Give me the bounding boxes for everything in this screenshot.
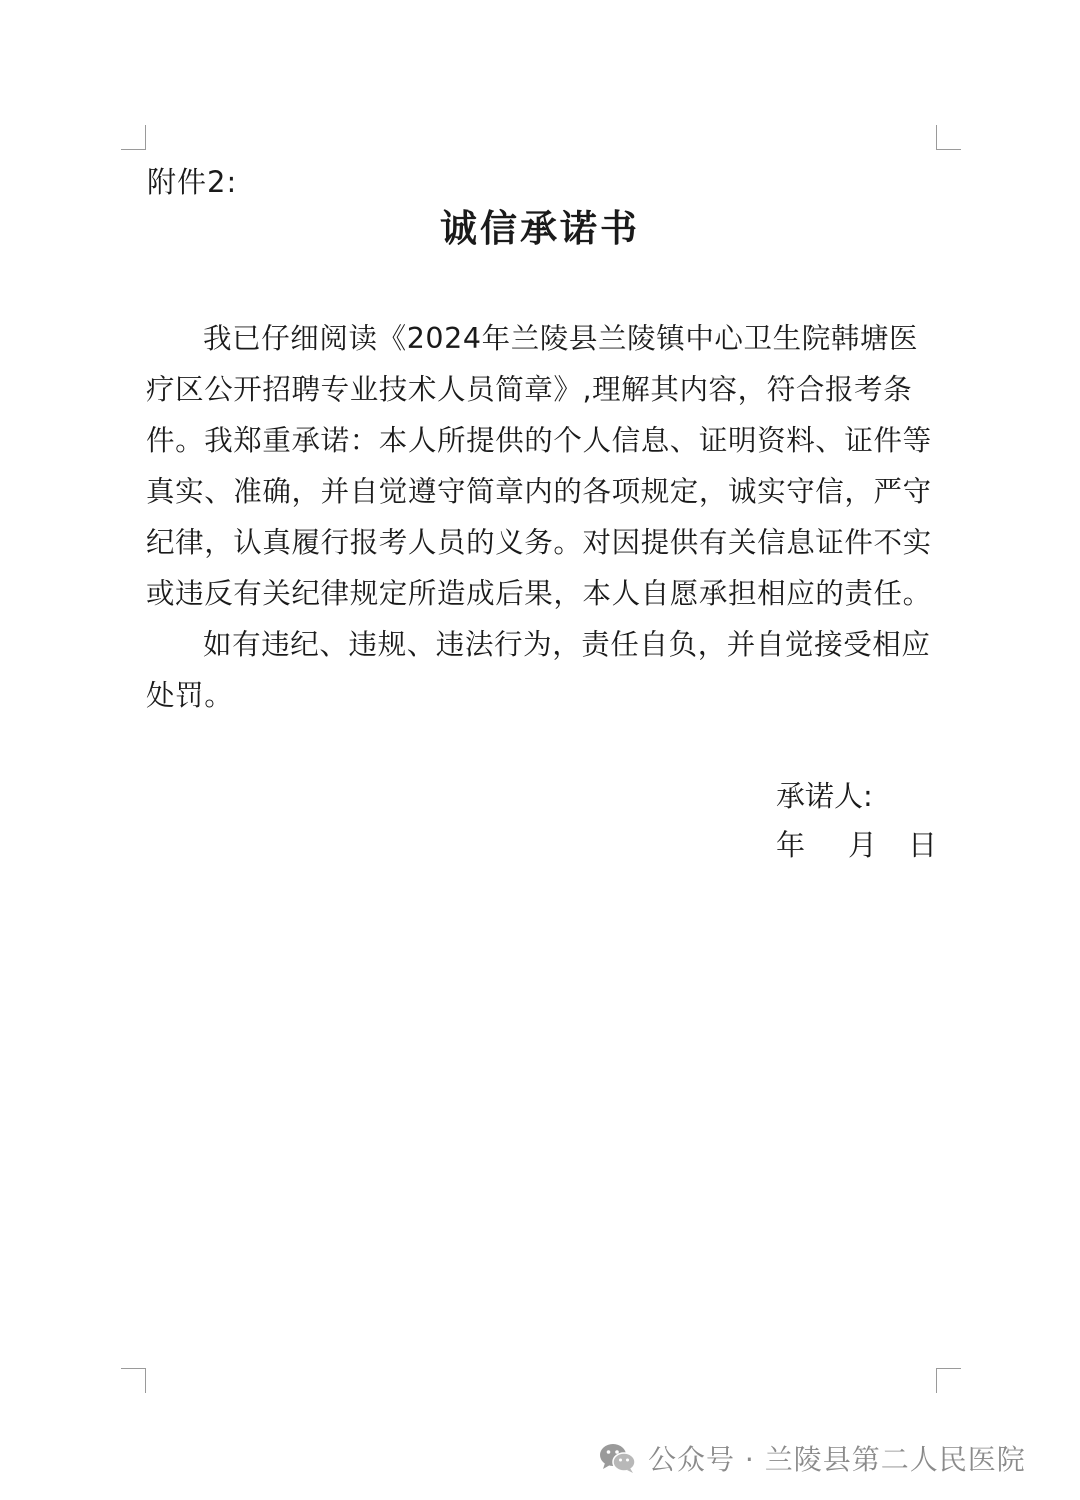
date-year-label: 年 (776, 828, 806, 862)
attachment-label: 附件2: (147, 165, 238, 199)
pledge-paragraph: 如有违纪、违规、违法行为，责任自负，并自觉接受相应处罚。 (146, 628, 931, 712)
document-title: 诚信承诺书 (440, 207, 640, 250)
wechat-watermark (598, 1436, 1026, 1480)
pledge-body (146, 313, 936, 721)
pledge-paragraph: 我已仔细阅读《2024年兰陵县兰陵镇中心卫生院韩塘医疗区公开招聘专业技术人员简章》,理解其内容，符合报考条件。我郑重承诺：本人所提供的个人信息、证明资料、证件等真实、准确，并自觉遵守简章内的各项规定，诚实守信，严守纪律，认真履行报考人员的义务。对因提供有关信息证件不实或违反有关纪律规定所造成后果，本人自愿承担相应的责任。 (146, 322, 932, 610)
wechat-icon (598, 1441, 638, 1475)
date-day-label: 日 (908, 828, 938, 862)
crop-mark-top-left (121, 125, 146, 150)
watermark-text: 公众号 · 兰陵县第二人民医院 (648, 1443, 1026, 1476)
signer-label: 承诺人: (776, 779, 873, 813)
date-month-label: 月 (848, 828, 878, 862)
crop-mark-bottom-left (121, 1368, 146, 1393)
crop-mark-bottom-right (936, 1368, 961, 1393)
crop-mark-top-right (936, 125, 961, 150)
